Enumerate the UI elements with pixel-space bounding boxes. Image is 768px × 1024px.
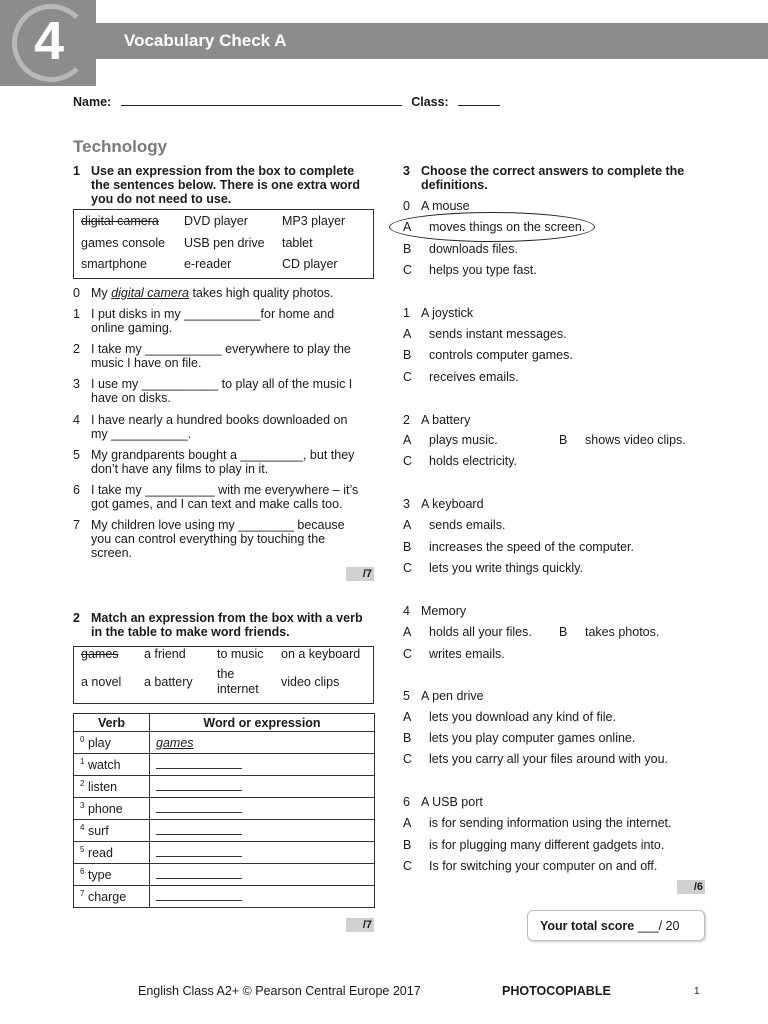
q1-item[interactable]: 6 I take my __________ with me everywhere – it’s got games, and I can text and make calls too. bbox=[73, 483, 359, 511]
q3-stem: 6 A USB port bbox=[403, 795, 483, 809]
q3-option[interactable]: A is for sending information using the internet. bbox=[403, 816, 672, 830]
q2-verb-table bbox=[73, 713, 375, 908]
q3-option[interactable]: B lets you play computer games online. bbox=[403, 731, 636, 745]
table-row: $^1$ watch bbox=[74, 754, 375, 776]
q3-option[interactable]: B shows video clips. bbox=[559, 433, 686, 447]
q3-stem: 2 A battery bbox=[403, 413, 471, 427]
q3-option[interactable]: C helps you type fast. bbox=[403, 263, 537, 277]
example-answer: digital camera bbox=[111, 286, 189, 300]
word-box-item: CD player bbox=[282, 257, 338, 271]
table-row: $^7$ charge bbox=[74, 886, 375, 908]
word-box-item: to music bbox=[217, 647, 264, 661]
column-header: Verb bbox=[74, 714, 150, 732]
table-row: $^2$ listen bbox=[74, 776, 375, 798]
q3-stem: 0 A mouse bbox=[403, 199, 470, 213]
q3-option[interactable]: A holds all your files. bbox=[403, 625, 532, 639]
example-answer: games bbox=[156, 735, 194, 750]
q3-option[interactable]: A sends emails. bbox=[403, 518, 506, 532]
q3-option[interactable]: C writes emails. bbox=[403, 647, 505, 661]
section-title: Technology bbox=[73, 137, 168, 156]
answer-blank[interactable] bbox=[156, 803, 242, 813]
total-score-label: Your total score bbox=[540, 919, 635, 933]
q1-item[interactable]: 4 I have nearly a hundred books downloaded on my ___________. bbox=[73, 413, 348, 441]
word-box-item: digital camera bbox=[81, 214, 159, 228]
q2-score-badge: /7 bbox=[346, 918, 374, 932]
q3-stem: 5 A pen drive bbox=[403, 689, 484, 703]
q1-item[interactable]: 5 My grandparents bought a _________, but they don’t have any films to play in it. bbox=[73, 448, 355, 476]
name-class-line bbox=[73, 94, 500, 109]
q1-score-badge: /7 bbox=[346, 567, 374, 581]
word-box-item: smartphone bbox=[81, 257, 148, 271]
q1-example: 0 My digital camera takes high quality photos. bbox=[73, 286, 334, 300]
name-field[interactable] bbox=[121, 94, 402, 106]
q1-item[interactable]: 2 I take my ___________ everywhere to play the music I have on file. bbox=[73, 342, 351, 370]
answer-blank[interactable] bbox=[156, 759, 242, 769]
title-bar bbox=[96, 23, 768, 59]
column-header: Word or expression bbox=[150, 714, 375, 732]
q3-stem: 1 A joystick bbox=[403, 306, 474, 320]
word-box-item: DVD player bbox=[184, 214, 248, 228]
q2-word-box bbox=[73, 646, 374, 704]
word-box-item: video clips bbox=[281, 675, 340, 689]
q3-option[interactable]: C lets you write things quickly. bbox=[403, 561, 583, 575]
answer-blank[interactable] bbox=[156, 781, 242, 791]
q3-option[interactable]: C Is for switching your computer on and off. bbox=[403, 859, 658, 873]
total-score-value[interactable]: ___/ 20 bbox=[637, 919, 680, 933]
footer-photocopiable: PHOTOCOPIABLE bbox=[502, 984, 611, 998]
q3-option[interactable]: B is for plugging many different gadgets into. bbox=[403, 838, 665, 852]
q3-option[interactable]: C receives emails. bbox=[403, 370, 519, 384]
q3-score-badge: /6 bbox=[677, 880, 705, 894]
answer-blank[interactable] bbox=[156, 825, 242, 835]
q3-option[interactable]: C holds electricity. bbox=[403, 454, 517, 468]
q1-item[interactable]: 7 My children love using my ________ because you can control everything by touching the screen. bbox=[73, 518, 345, 560]
table-row: $^6$ type bbox=[74, 864, 375, 886]
q3-option[interactable]: A plays music. bbox=[403, 433, 498, 447]
q1-instruction: 1 Use an expression from the box to complete the sentences below. There is one extra word you do not need to use. bbox=[73, 164, 361, 206]
unit-number: 4 bbox=[33, 11, 65, 71]
q3-option[interactable]: B increases the speed of the computer. bbox=[403, 540, 634, 554]
class-field[interactable] bbox=[458, 94, 500, 106]
selected-answer-circle bbox=[389, 212, 595, 242]
q3-instruction: 3 Choose the correct answers to complete the definitions. bbox=[403, 164, 685, 192]
word-box-item: tablet bbox=[282, 236, 313, 250]
word-box-item: MP3 player bbox=[282, 214, 346, 228]
q3-stem: 3 A keyboard bbox=[403, 497, 484, 511]
class-label: Class: bbox=[411, 95, 449, 109]
name-label: Name: bbox=[73, 95, 112, 109]
word-box-item: USB pen drive bbox=[184, 236, 265, 250]
word-box-item: e-reader bbox=[184, 257, 232, 271]
q3-stem: 4 Memory bbox=[403, 604, 467, 618]
q1-item[interactable]: 3 I use my ___________ to play all of the music I have on disks. bbox=[73, 377, 353, 405]
page-title: Vocabulary Check A bbox=[124, 31, 287, 50]
q3-option[interactable]: C lets you carry all your files around with you. bbox=[403, 752, 668, 766]
unit-badge bbox=[0, 0, 96, 86]
word-box-item: on a keyboard bbox=[281, 647, 361, 661]
q3-option[interactable]: A sends instant messages. bbox=[403, 327, 567, 341]
answer-blank[interactable] bbox=[156, 847, 242, 857]
table-row: $^4$ surf bbox=[74, 820, 375, 842]
word-box-item: a friend bbox=[144, 647, 186, 661]
table-header-row bbox=[74, 714, 375, 732]
q3-option[interactable]: B controls computer games. bbox=[403, 348, 573, 362]
q1-word-box bbox=[73, 209, 374, 279]
page-number: 1 bbox=[694, 986, 700, 997]
q2-instruction: 2 Match an expression from the box with a verb in the table to make word friends. bbox=[73, 611, 363, 639]
word-box-item: internet bbox=[217, 682, 259, 696]
q3-option[interactable]: A moves things on the screen. bbox=[403, 220, 586, 234]
q1-item[interactable]: 1 I put disks in my ___________for home and online gaming. bbox=[73, 307, 335, 335]
word-box-item: the bbox=[217, 667, 235, 681]
answer-blank[interactable] bbox=[156, 869, 242, 879]
table-row: $^0$ play games bbox=[74, 732, 375, 754]
total-score-box bbox=[527, 910, 705, 941]
word-box-item: games console bbox=[81, 236, 166, 250]
word-box-item: a battery bbox=[144, 675, 193, 689]
q3-option[interactable]: B takes photos. bbox=[559, 625, 660, 639]
word-box-item: a novel bbox=[81, 675, 122, 689]
table-row: $^3$ phone bbox=[74, 798, 375, 820]
q3-option[interactable]: B downloads files. bbox=[403, 242, 518, 256]
word-box-item: games bbox=[81, 647, 119, 661]
answer-blank[interactable] bbox=[156, 891, 242, 901]
footer-copyright: English Class A2+ © Pearson Central Europe 2017 bbox=[138, 984, 421, 998]
q3-option[interactable]: A lets you download any kind of file. bbox=[403, 710, 616, 724]
table-row: $^5$ read bbox=[74, 842, 375, 864]
